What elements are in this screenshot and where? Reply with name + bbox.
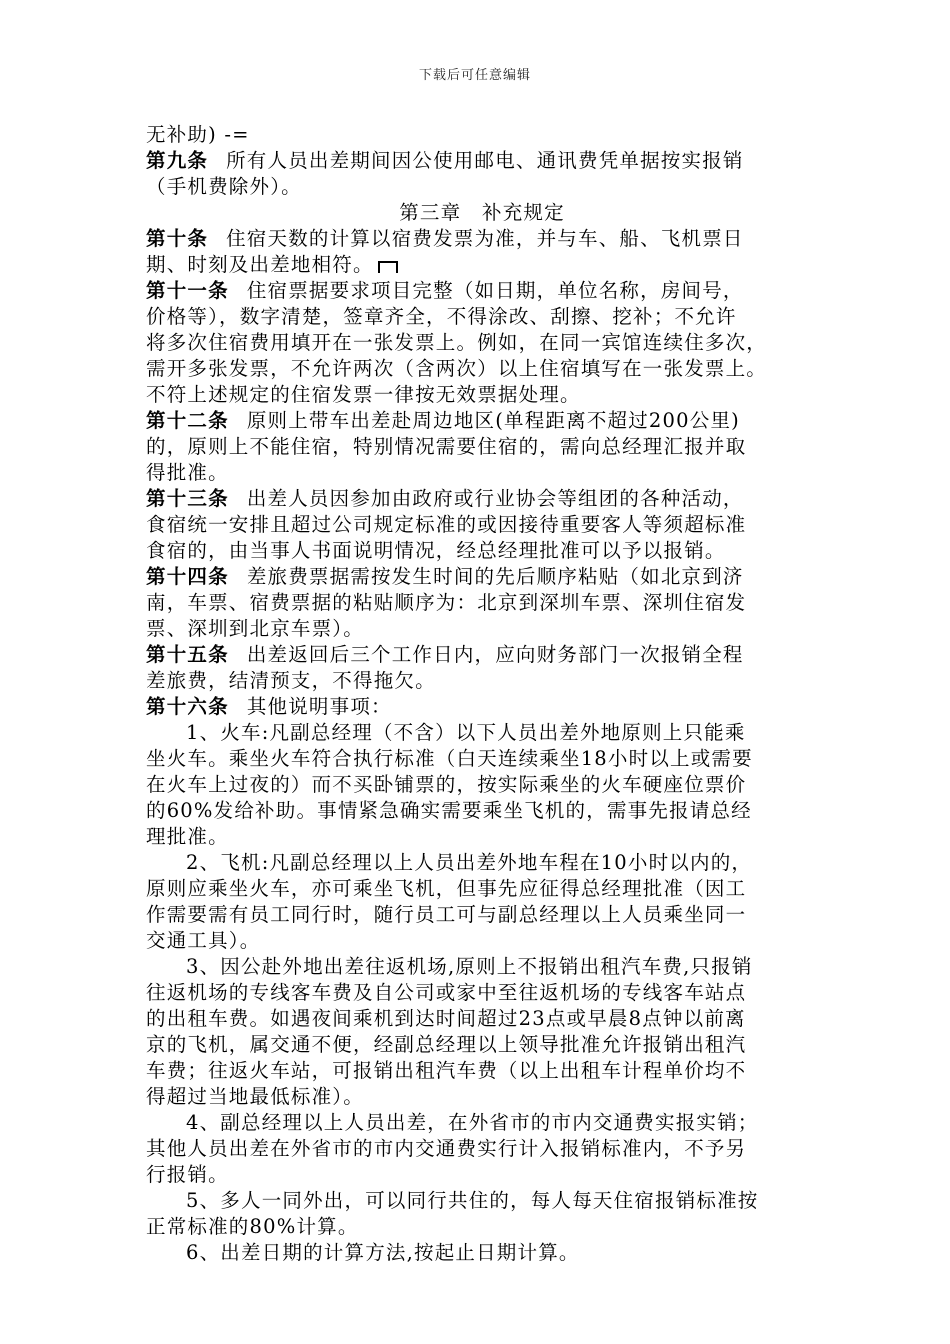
article-text: 所有人员出差期间因公使用邮电、通讯费凭单据按实报销 <box>226 149 744 172</box>
article-text: 南，车票、宿费票据的粘贴顺序为：北京到深圳车票、深圳住宿发 <box>146 591 747 614</box>
article-16 <box>146 694 818 720</box>
article-9 <box>146 148 818 174</box>
list-item-text: 往返机场的专线客车费及自公司或家中至往返机场的专线客车站点 <box>146 981 747 1004</box>
article-text: 不符上述规定的住宿发票一律按无效票据处理。 <box>146 383 581 406</box>
article-text: 将多次住宿费用填开在一张发票上。例如，在同一宾馆连续住多次， <box>146 331 768 354</box>
list-item-text: 交通工具）。 <box>146 929 261 952</box>
list-item-text: 行报销。 <box>146 1163 229 1186</box>
article-text: 原则上带车出差赴周边地区(单程距离不超过200公里) <box>246 409 740 432</box>
article-label: 第十六条 <box>146 695 229 718</box>
list-item-text: 坐火车。乘坐火车符合执行标准（白天连续乘坐18小时以上或需要 <box>146 747 753 770</box>
list-item-text: 在火车上过夜的）而不买卧铺票的，按实际乘坐的火车硬座位票价 <box>146 773 747 796</box>
article-text: 价格等），数字清楚，签章齐全，不得涂改、刮擦、挖补；不允许 <box>146 305 737 328</box>
list-item-text: 得超过当地最低标准）。 <box>146 1085 364 1108</box>
continuation-text: 无补助) <box>146 123 217 146</box>
article-text: 食宿统一安排且超过公司规定标准的或因接待重要客人等须超标准 <box>146 513 747 536</box>
list-item-text: 京的飞机，属交通不便，经副总经理以上领导批准允许报销出租汽 <box>146 1033 747 1056</box>
article-text: 其他说明事项： <box>246 695 392 718</box>
article-text: 食宿的，由当事人书面说明情况，经总经理批准可以予以报销。 <box>146 539 726 562</box>
article-text: 住宿票据要求项目完整（如日期，单位名称，房间号， <box>246 279 744 302</box>
list-item-text: 原则应乘坐火车，亦可乘坐飞机，但事先应征得总经理批准（因工 <box>146 877 747 900</box>
article-12 <box>146 408 818 434</box>
list-item-trip-dates: 6、出差日期的计算方法,按起止日期计算。 <box>186 1241 580 1264</box>
list-item-text: 正常标准的80%计算。 <box>146 1215 359 1238</box>
article-text: 需开多张发票，不允许两次（含两次）以上住宿填写在一张发票上。 <box>146 357 768 380</box>
list-item-text: 的60%发给补助。事情紧急确实需要乘坐飞机的，需事先报请总经 <box>146 799 752 822</box>
list-item-local-transport: 4、副总经理以上人员出差，在外省市的市内交通费实报实销； <box>186 1111 759 1134</box>
article-text: （手机费除外）。 <box>146 175 302 198</box>
chapter-title: 第三章 补充规定 <box>399 201 565 224</box>
article-text: 差旅费票据需按发生时间的先后顺序粘贴（如北京到济 <box>246 565 744 588</box>
equals-mark-icon: -= <box>216 123 250 146</box>
list-item-text: 其他人员出差在外省市的市内交通费实行计入报销标准内，不予另 <box>146 1137 747 1160</box>
article-text <box>146 252 818 278</box>
list-item-airport: 3、因公赴外地出差往返机场,原则上不报销出租汽车费,只报销 <box>186 955 753 978</box>
article-14 <box>146 564 818 590</box>
article-text: 差旅费，结清预支，不得拖欠。 <box>146 669 436 692</box>
article-text: 出差人员因参加由政府或行业协会等组团的各种活动， <box>246 487 744 510</box>
article-label: 第十一条 <box>146 279 229 302</box>
article-label: 第十二条 <box>146 409 229 432</box>
article-text: 的，原则上不能住宿，特别情况需要住宿的，需向总经理汇报并取 <box>146 435 747 458</box>
article-text: 得批准。 <box>146 461 229 484</box>
article-label: 第十条 <box>146 227 209 250</box>
document-body <box>146 122 818 1266</box>
article-label: 第十四条 <box>146 565 229 588</box>
article-11 <box>146 278 818 304</box>
article-label: 第九条 <box>146 149 209 172</box>
article-label: 第十三条 <box>146 487 229 510</box>
article-text: 票、深圳到北京车票）。 <box>146 617 364 640</box>
article-text-span: 期、时刻及出差地相符。 <box>146 253 374 276</box>
list-item-text: 理批准。 <box>146 825 229 848</box>
list-item-train: 1、火车:凡副总经理（不含）以下人员出差外地原则上只能乘 <box>186 721 746 744</box>
continuation-line <box>146 122 818 148</box>
list-item-text: 作需要需有员工同行时，随行员工可与副总经理以上人员乘坐同一 <box>146 903 747 926</box>
article-text: 住宿天数的计算以宿费发票为准，并与车、船、飞机票日 <box>226 227 744 250</box>
page-header-note: 下载后可任意编辑 <box>418 68 531 83</box>
article-text: 出差返回后三个工作日内，应向财务部门一次报销全程 <box>246 643 744 666</box>
list-item-shared-lodging: 5、多人一同外出，可以同行共住的，每人每天住宿报销标准按 <box>186 1189 759 1212</box>
list-item-text: 的出租车费。如遇夜间乘机到达时间超过23点或早晨8点钟以前离 <box>146 1007 746 1030</box>
edit-mark-icon <box>378 261 398 273</box>
article-10 <box>146 226 818 252</box>
article-15 <box>146 642 818 668</box>
article-13 <box>146 486 818 512</box>
list-item-plane: 2、飞机:凡副总经理以上人员出差外地车程在10小时以内的， <box>186 851 753 874</box>
article-label: 第十五条 <box>146 643 229 666</box>
list-item-text: 车费；往返火车站，可报销出租汽车费（以上出租车计程单价均不 <box>146 1059 747 1082</box>
